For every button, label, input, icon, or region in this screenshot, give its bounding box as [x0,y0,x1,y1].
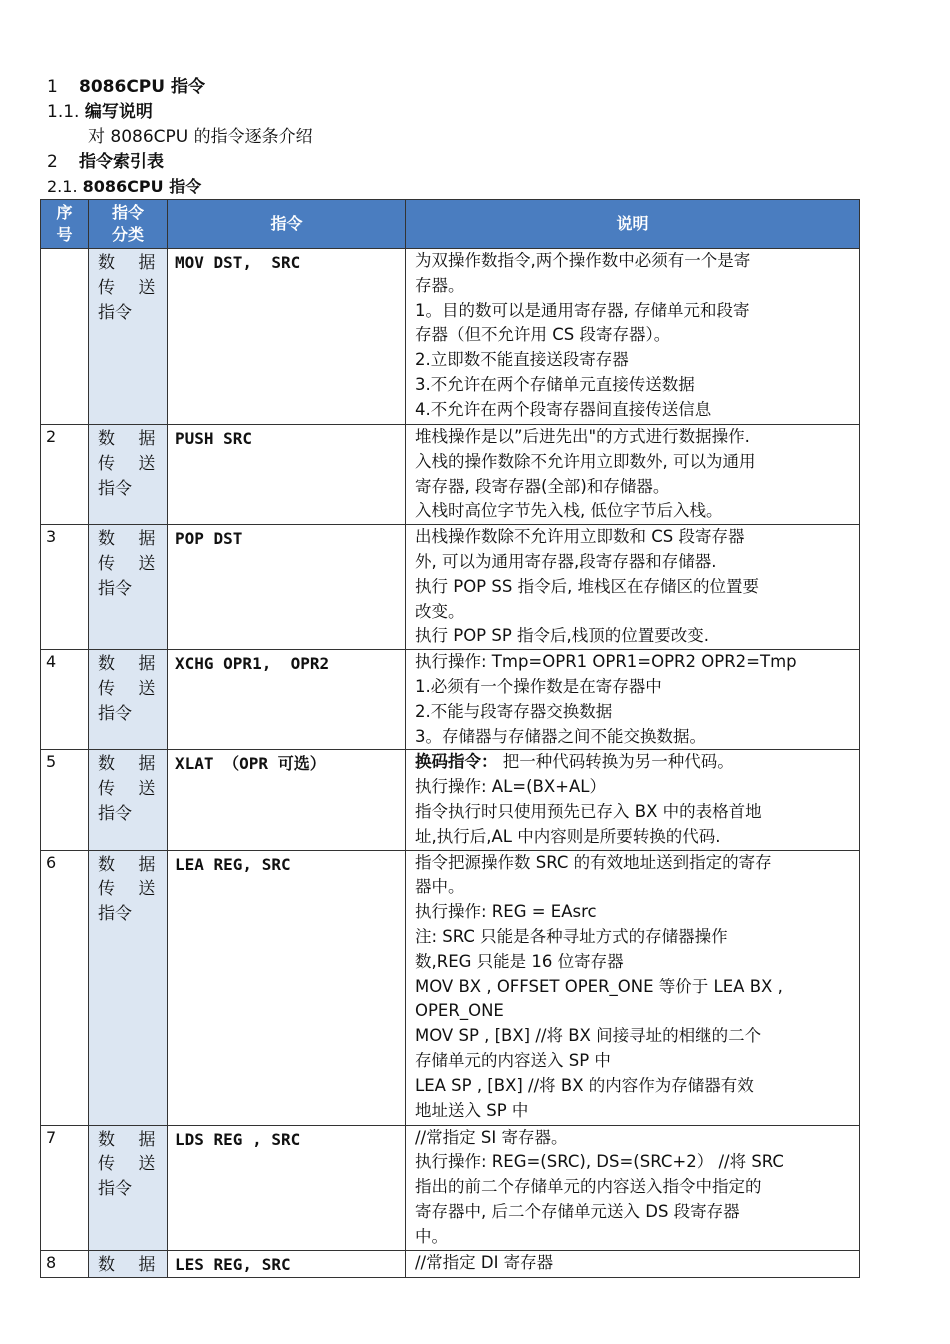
row-seq: 5 [41,750,89,850]
description-line: 存器（但不允许用 CS 段寄存器）。 [415,325,671,345]
description-line: 4.不允许在两个段寄存器间直接传送信息 [415,399,712,419]
row-category-line: 指令 [98,478,132,499]
description-line: 存器。 [415,275,465,295]
row-category-line: 指令 [98,904,132,925]
description-line: LEA SP , [BX] //将 BX 的内容作为存储器有效 [415,1075,754,1095]
table-row [41,650,860,750]
row-description [406,750,860,850]
description-line: 改变。 [415,601,465,621]
row-description [406,525,860,650]
row-category-line: 数 据 [98,529,156,550]
row-category-line: 指令 [98,302,132,323]
table-row [41,850,860,1125]
row-category-line: 传 送 [98,553,156,574]
description-text: 把一种代码转换为另一种代码。 [497,752,734,772]
description-line: 寄存器, 段寄存器(全部)和存储器。 [415,476,670,496]
description-line: 出栈操作数除不允许用立即数和 CS 段寄存器 [415,527,745,547]
row-category [89,525,168,650]
row-category [89,850,168,1125]
table-header-row [41,200,860,249]
description-line: 为双操作数指令,两个操作数中必须有一个是寄 [415,251,751,270]
row-seq: 8 [41,1250,89,1278]
description-line: 堆栈操作是以”后进先出"的方式进行数据操作. [415,427,750,446]
description-line: 执行操作: AL=(BX+AL） [415,777,606,797]
row-category [89,249,168,425]
row-description [406,1250,860,1278]
row-category [89,650,168,750]
header-instruction: 指令 [168,200,406,249]
heading-1-text: 8086CPU 指令 [79,77,205,97]
row-category-line: 传 送 [98,879,156,900]
row-category-line: 指令 [98,703,132,724]
description-line: MOV BX , OFFSET OPER_ONE 等价于 LEA BX , [415,976,783,996]
row-category-line: 传 送 [98,453,156,474]
row-description [406,850,860,1125]
row-category-line: 指令 [98,578,132,599]
description-line: //常指定 DI 寄存器 [415,1252,554,1272]
row-category-line: 数 据 [98,429,156,449]
table-row [41,1250,860,1278]
description-line [415,750,855,775]
row-category-line: 数 据 [98,754,156,775]
description-line: 2.不能与段寄存器交换数据 [415,701,613,721]
row-instruction: MOV DST, SRC [168,249,406,425]
table-row [41,750,860,850]
description-line: 执行操作: REG=(SRC), DS=(SRC+2） //将 SRC [415,1152,784,1172]
header-description: 说明 [406,200,860,249]
row-instruction: LDS REG , SRC [168,1125,406,1250]
row-seq: 4 [41,650,89,750]
row-seq: 2 [41,425,89,525]
description-line: 入栈的操作数除不允许用立即数外, 可以为通用 [415,451,756,471]
table-row [41,1125,860,1250]
heading-1-number: 1 [47,77,58,97]
description-line: 3。存储器与存储器之间不能交换数据。 [415,726,706,746]
description-line: 寄存器中, 后二个存储单元送入 DS 段寄存器 [415,1201,740,1221]
row-category-line: 数 据 [98,253,156,273]
description-line: 数,REG 只能是 16 位寄存器 [415,951,624,971]
header-category [89,200,168,249]
heading-2-1-number: 2.1. [47,177,78,196]
row-category [89,750,168,850]
row-seq: 7 [41,1125,89,1250]
description-line: 地址送入 SP 中 [415,1100,529,1120]
heading-1-1 [47,101,153,123]
description-line: OPER_ONE [415,1001,504,1021]
description-line: 执行 POP SS 指令后, 堆栈区在存储区的位置要 [415,576,760,596]
header-seq [41,200,89,249]
row-category [89,425,168,525]
row-category-line: 传 送 [98,678,156,699]
row-instruction: XCHG OPR1, OPR2 [168,650,406,750]
heading-2-text: 指令索引表 [79,152,164,172]
row-instruction: LES REG, SRC [168,1250,406,1278]
header-seq-line: 号 [56,225,73,244]
row-instruction: POP DST [168,525,406,650]
description-lead: 换码指令： [415,752,498,772]
heading-1-1-text: 编写说明 [84,102,153,122]
row-seq: 3 [41,525,89,650]
table-row [41,425,860,525]
description-line: 注: SRC 只能是各种寻址方式的存储器操作 [415,926,728,946]
heading-2 [47,151,164,173]
row-category-line: 指令 [98,1179,132,1200]
header-category-line: 分类 [111,225,144,244]
heading-1-1-number: 1.1. [47,102,80,122]
row-category-line: 数 据 [98,1129,156,1150]
table-row [41,249,860,425]
description-line: 存储单元的内容送入 SP 中 [415,1050,611,1070]
row-description [406,1125,860,1250]
heading-2-number: 2 [47,152,58,172]
description-line: //常指定 SI 寄存器。 [415,1127,568,1147]
description-line: 指令把源操作数 SRC 的有效地址送到指定的寄存 [415,852,772,872]
row-category-line: 数 据 [98,1254,156,1275]
row-description [406,425,860,525]
row-category [89,1250,168,1278]
description-line: 址,执行后,AL 中内容则是所要转换的代码. [415,826,721,846]
row-description [406,249,860,425]
row-category-line: 数 据 [98,854,156,875]
row-category [89,1125,168,1250]
row-category-line: 数 据 [98,654,156,675]
description-line: 执行操作: REG = EAsrc [415,902,597,922]
instruction-index-table [40,199,860,1278]
row-category-line: 传 送 [98,1154,156,1175]
description-line: 中。 [415,1226,448,1246]
row-instruction: PUSH SRC [168,425,406,525]
table-body [41,249,860,1278]
header-category-line: 指令 [111,203,144,222]
row-category-line: 指令 [98,803,132,824]
row-seq: 6 [41,850,89,1125]
row-seq [41,249,89,425]
description-line: 指出的前二个存储单元的内容送入指令中指定的 [415,1177,762,1197]
description-line: 3.不允许在两个存储单元直接传送数据 [415,374,695,394]
heading-2-1-text: 8086CPU 指令 [82,177,202,196]
description-line: 执行 POP SP 指令后,栈顶的位置要改变. [415,626,710,646]
row-category-line: 传 送 [98,779,156,800]
description-line: 2.立即数不能直接送段寄存器 [415,350,629,370]
description-line: 1。目的数可以是通用寄存器, 存储单元和段寄 [415,300,750,320]
header-seq-line: 序 [56,203,73,222]
row-description [406,650,860,750]
description-line: 器中。 [415,877,465,897]
description-line: 入栈时高位字节先入栈, 低位字节后入栈。 [415,501,723,521]
row-instruction: LEA REG, SRC [168,850,406,1125]
heading-1 [47,76,205,98]
description-line: MOV SP , [BX] //将 BX 间接寻址的相继的二个 [415,1026,762,1046]
intro-paragraph: 对 8086CPU 的指令逐条介绍 [88,127,313,147]
table-row [41,525,860,650]
description-line: 指令执行时只使用预先已存入 BX 中的表格首地 [415,801,762,821]
row-category-line: 传 送 [98,277,156,298]
description-line: 1.必须有一个操作数是在寄存器中 [415,676,662,696]
description-line: 执行操作: Tmp=OPR1 OPR1=OPR2 OPR2=Tmp [415,652,797,672]
heading-2-1 [47,176,201,198]
row-instruction: XLAT （OPR 可选） [168,750,406,850]
description-line: 外, 可以为通用寄存器,段寄存器和存储器. [415,551,717,571]
